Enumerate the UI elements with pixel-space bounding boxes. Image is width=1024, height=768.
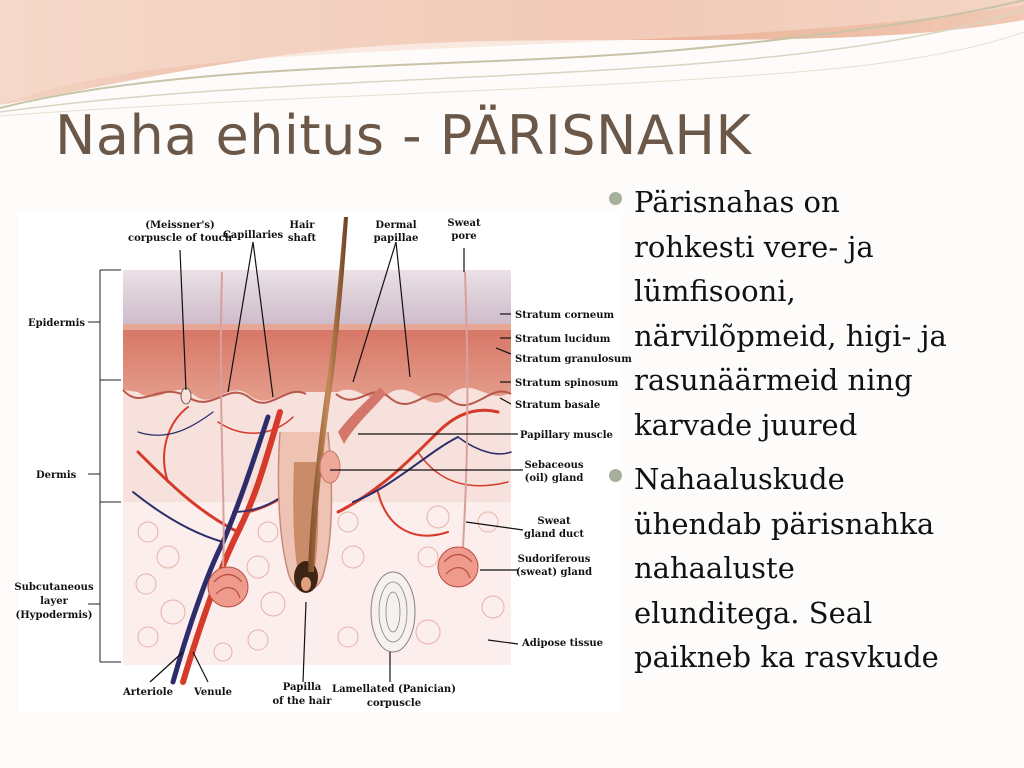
- bullet-line: rohkesti vere- ja: [634, 229, 874, 264]
- bullet-line: paikneb ka rasvkude: [634, 640, 939, 674]
- bullet-line: nahaaluste: [634, 551, 795, 585]
- label-stratum-corneum: Stratum corneum: [515, 310, 615, 321]
- label-stratum-basale: Stratum basale: [515, 400, 601, 411]
- bullet-dot-icon: [609, 469, 622, 482]
- bullet-line: ühendab pärisnahka: [634, 506, 935, 541]
- label-papilla-hair: Papilla of the hair: [272, 682, 332, 707]
- bullet-text: [634, 457, 1016, 680]
- bullet-line: karvade juured: [634, 407, 858, 442]
- label-lamellated: Lamellated (Panician) corpuscle: [332, 684, 456, 709]
- label-sweat-pore: Sweat pore: [447, 218, 481, 242]
- label-meissner: (Meissner's) corpuscle of touch: [127, 220, 233, 244]
- bullet-line: Pärisnahas on: [634, 185, 840, 219]
- label-arteriole: Arteriole: [123, 687, 173, 698]
- label-stratum-spinosum: Stratum spinosum: [515, 378, 619, 389]
- bullet-line: närvilõpmeid, higi- ja: [634, 318, 947, 353]
- label-subcutaneous: Subcutaneous layer (Hypodermis): [14, 582, 94, 621]
- label-stratum-lucidum: Stratum lucidum: [515, 334, 611, 345]
- bullet-item: [606, 180, 1016, 447]
- slide-title: Naha ehitus - PÄRISNAHK: [55, 104, 752, 167]
- skin-cross-section-diagram: [14, 212, 632, 712]
- bullet-line: lümfisooni,: [634, 274, 796, 308]
- label-adipose: Adipose tissue: [522, 638, 603, 649]
- bullet-list: [606, 180, 1016, 690]
- bullet-line: Nahaaluskude: [634, 462, 845, 496]
- label-papillary-muscle: Papillary muscle: [520, 430, 613, 441]
- label-dermal-papillae: Dermal papillae: [373, 220, 419, 244]
- label-stratum-granulosum: Stratum granulosum: [515, 354, 632, 365]
- label-sebaceous: Sebaceous (oil) gland: [524, 460, 584, 484]
- bullet-line: elunditega. Seal: [634, 595, 873, 630]
- bullet-text: [634, 180, 1016, 447]
- bullet-dot-icon: [609, 192, 622, 205]
- label-dermis: Dermis: [36, 470, 77, 481]
- bullet-item: [606, 457, 1016, 680]
- label-hair-shaft: Hair shaft: [287, 220, 317, 244]
- label-sweat-duct: Sweat gland duct: [524, 516, 584, 540]
- bullet-line: rasunäärmeid ning: [634, 363, 913, 397]
- label-venule: Venule: [194, 687, 232, 698]
- label-capillaries: Capillaries: [222, 230, 284, 241]
- label-epidermis: Epidermis: [28, 318, 86, 329]
- label-sudoriferous: Sudoriferous (sweat) gland: [515, 554, 593, 578]
